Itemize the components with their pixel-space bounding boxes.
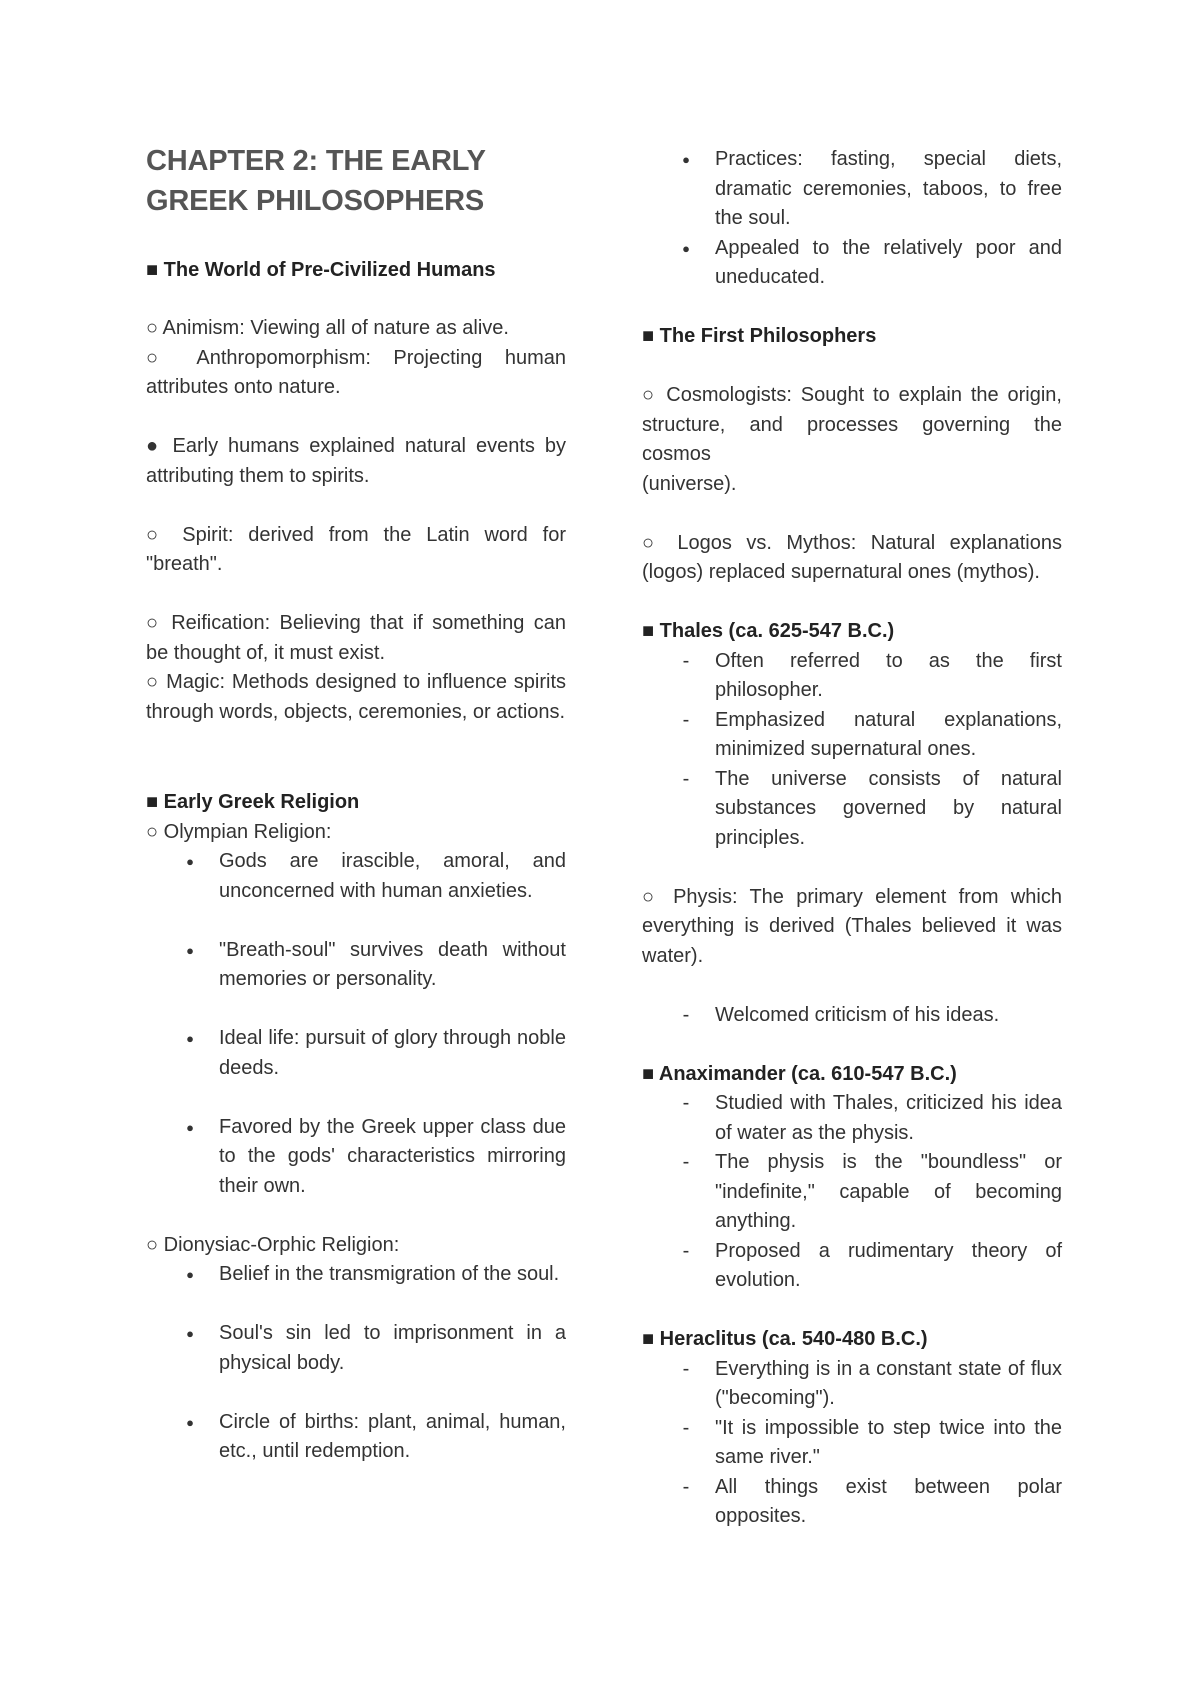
list-item: ● "Breath-soul" survives death without memories or personality. (146, 936, 566, 995)
spirit-text: ○ Spirit: derived from the Latin word for "breath". (146, 523, 566, 575)
bullet-icon: ● (682, 240, 690, 256)
heading-world: ■ The World of Pre-Civilized Humans (146, 259, 496, 281)
heading-heraclitus: ■ Heraclitus (ca. 540-480 B.C.) (642, 1328, 928, 1350)
chapter-title: CHAPTER 2: THE EARLY GREEK PHILOSOPHERS (146, 145, 486, 217)
list-item: - The physis is the "boundless" or "indefinite," capable of becoming anything. (642, 1148, 1062, 1237)
cosmologists-text: ○ Cosmologists: Sought to explain the origin, structure, and processes governing the cosmos (642, 384, 1062, 465)
list-item: - Often referred to as the first philosopher. (642, 647, 1062, 706)
dash-icon: - (682, 767, 690, 790)
list-item: - "It is impossible to step twice into the same river." (642, 1414, 1062, 1473)
list-item: ● Belief in the transmigration of the soul. (146, 1260, 566, 1290)
dash-icon: - (682, 1092, 690, 1114)
animism-block (146, 314, 566, 727)
list-item: - Welcomed criticism of his ideas. (642, 1001, 1062, 1031)
bullet-icon: ● (682, 152, 690, 167)
dash-icon: - (682, 708, 690, 731)
section-religion (146, 788, 566, 1467)
bullet-icon: ● (186, 942, 194, 958)
list-item: - Proposed a rudimentary theory of evolution. (642, 1237, 1062, 1296)
anaximander-list (642, 1089, 1062, 1296)
dionysiac-label: ○ Dionysiac-Orphic Religion: (146, 1233, 400, 1256)
list-item: - The universe consists of natural substances governed by natural principles. (642, 765, 1062, 854)
cosmologists-text-2: (universe). (642, 472, 737, 495)
bullet-icon: ● (186, 1119, 194, 1135)
list-item: - All things exist between polar opposites. (642, 1473, 1062, 1532)
list-item: - Everything is in a constant state of flux ("becoming"). (642, 1355, 1062, 1414)
heading-religion: ■ Early Greek Religion (146, 791, 360, 813)
list-item: ● Favored by the Greek upper class due to the gods' characteristics mirroring their own. (146, 1113, 566, 1202)
reification-text: ○ Reification: Believing that if something can be thought of, it must exist. (146, 612, 566, 664)
heraclitus-list (642, 1355, 1062, 1532)
section-world (146, 256, 566, 286)
dash-icon: - (682, 1475, 690, 1498)
heading-anaximander: ■ Anaximander (ca. 610-547 B.C.) (642, 1062, 957, 1085)
practices-block (642, 145, 1062, 1532)
olympian-list (146, 847, 566, 1201)
list-item: ● Practices: fasting, special diets, dramatic ceremonies, taboos, to free the soul. (642, 145, 1062, 234)
magic-text: ○ Magic: Methods designed to influence spirits through words, objects, ceremonies, or actions. (146, 671, 566, 723)
dash-icon: - (682, 1357, 690, 1380)
logos-text: ○ Logos vs. Mythos: Natural explanations (logos) replaced supernatural ones (mythos). (642, 531, 1062, 583)
thales-list (642, 647, 1062, 854)
bullet-icon: ● (186, 1031, 194, 1046)
thales-extra-list (642, 1001, 1062, 1031)
dash-icon: - (682, 649, 690, 672)
dash-icon: - (682, 1003, 690, 1026)
early-humans-text: ● Early humans explained natural events by attributing them to spirits. (146, 435, 566, 487)
list-item: ● Soul's sin led to imprisonment in a physical body. (146, 1319, 566, 1378)
bullet-icon: ● (186, 1326, 194, 1341)
animism-text: ○ Animism: Viewing all of nature as alive. (146, 317, 509, 339)
anthropomorphism-text: ○ Anthropomorphism: Projecting human attributes onto nature. (146, 346, 566, 398)
bullet-icon: ● (186, 854, 194, 869)
list-item: - Studied with Thales, criticized his idea of water as the physis. (642, 1089, 1062, 1148)
heading-thales: ■ Thales (ca. 625-547 B.C.) (642, 620, 895, 642)
list-item: ● Circle of births: plant, animal, human, etc., until redemption. (146, 1408, 566, 1467)
list-item: - Emphasized natural explanations, minimized supernatural ones. (642, 706, 1062, 765)
physis-text: ○ Physis: The primary element from which everything is derived (Thales believed it was water). (642, 885, 1062, 967)
olympian-label: ○ Olympian Religion: (146, 820, 332, 843)
dionysiac-list (146, 1260, 566, 1467)
dash-icon: - (682, 1151, 690, 1173)
list-item: ● Ideal life: pursuit of glory through noble deeds. (146, 1024, 566, 1083)
list-item: ● Gods are irascible, amoral, and unconcerned with human anxieties. (146, 847, 566, 906)
list-item: ● Appealed to the relatively poor and uneducated. (642, 234, 1062, 293)
heading-first-philosophers: ■ The First Philosophers (642, 325, 877, 347)
practices-list (642, 145, 1062, 293)
dash-icon: - (682, 1416, 690, 1439)
bullet-icon: ● (186, 1267, 194, 1282)
bullet-icon: ● (186, 1414, 194, 1430)
dash-icon: - (682, 1239, 690, 1262)
